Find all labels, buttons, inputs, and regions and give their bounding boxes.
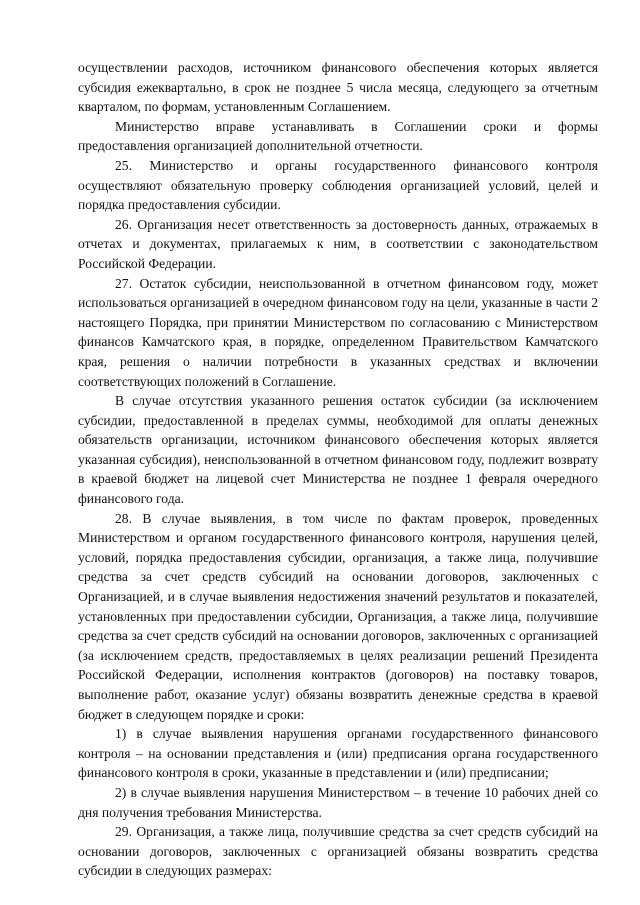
paragraph-26: 26. Организация несет ответственность за достоверность данных, отражаемых в отчетах и документах, прилагаемых к ним, в соответствии с законодательством Российской Федерации.: [78, 216, 598, 271]
document-page: [78, 58, 598, 881]
paragraph-28: 28. В случае выявления, в том числе по фактам проверок, проведенных Министерством и органом государственного финансового контроля, нарушения целей, условий, порядка предоставления субсидии, организация, а также лица, получившие средства за счет средств субсидий на основании договоров, заключенных с Организацией, и в случае выявления недостижения значений результатов и показателей, установленных при предоставлении субсидии, Организация, а также лица, получившие средства за счет средств субсидий на основании договоров, заключенных с организацией (за исключением средств, предоставляемых в целях реализации решений Президента Российской Федерации, исполнения контрактов (договоров) на поставку товаров, выполнение работ, оказание услуг) обязаны возвратить денежные средства в краевой бюджет в следующем порядке и сроки:: [78, 510, 598, 722]
paragraph-additional-reporting: Министерство вправе устанавливать в Соглашении сроки и формы предоставления организацией дополнительной отчетности.: [78, 118, 598, 154]
paragraph-continuation: осуществлении расходов, источником финансового обеспечения которых является субсидия ежеквартально, в срок не позднее 5 числа месяца, следующего за отчетным кварталом, по формам, установленным Соглашением.: [78, 60, 598, 115]
paragraph-28-item-1: 1) в случае выявления нарушения органами государственного финансового контроля – на основании представления и (или) предписания органа государственного финансового контроля в сроки, указанные в представлении и (или) предписании;: [78, 726, 598, 781]
paragraph-25: 25. Министерство и органы государственного финансового контроля осуществляют обязательную проверку соблюдения организацией условий, целей и порядка предоставления субсидии.: [78, 157, 598, 213]
paragraph-27: 27. Остаток субсидии, неиспользованной в отчетном финансовом году, может использоваться организацией в очередном финансовом году на цели, указанные в части 2 настоящего Порядка, при принятии Министерством по согласованию с Министерством финансов Камчатского края, в порядке, определенном Правительством Камчатского края, решения о наличии потребности в указанных средствах и включении соответствующих положений в Соглашение.: [78, 275, 598, 389]
paragraph-29: 29. Организация, а также лица, получившие средства за счет средств субсидий на основании договоров, заключенных с организацией обязаны возвратить средства субсидии в следующих размерах:: [78, 824, 598, 879]
paragraph-27-remainder: В случае отсутствия указанного решения остаток субсидии (за исключением субсидии, предоставленной в пределах суммы, необходимой для оплаты денежных обязательств организации, источником финансового обеспечения которых является указанная субсидия), неиспользованной в отчетном финансовом году, подлежит возврату в краевой бюджет на лицевой счет Министерства не позднее 1 февраля очередного финансового года.: [78, 393, 598, 507]
paragraph-28-item-2: 2) в случае выявления нарушения Министерством – в течение 10 рабочих дней со дня получения требования Министерства.: [78, 784, 598, 820]
